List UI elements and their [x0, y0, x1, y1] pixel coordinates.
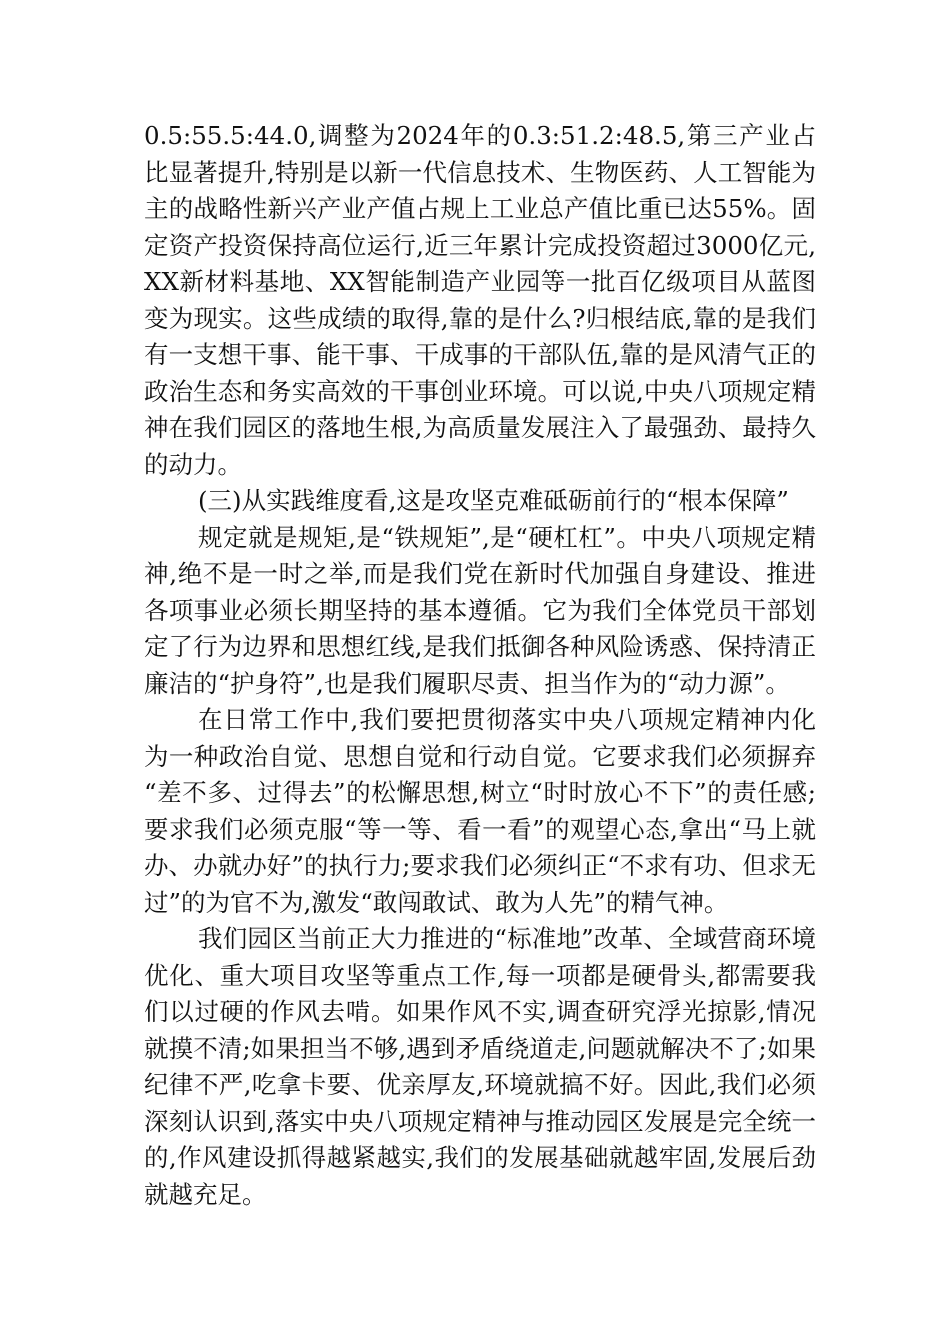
body-paragraph-daily-work: 在日常工作中,我们要把贯彻落实中央八项规定精神内化为一种政治自觉、思想自觉和行动自觉。它要求我们必须摒弃“差不多、过得去”的松懈思想,树立“时时放心不下”的责任感;要求我们必须克服“等一等、看一看”的观望心态,拿出“马上就办、办就办好”的执行力;要求我们必须纠正“不求有功、但求无过”的为官不为,激发“敢闯敢试、敢为人先”的精气神。	[144, 705, 816, 917]
body-paragraph-continued: 0.5:55.5:44.0,调整为2024年的0.3:51.2:48.5,第三产业占比显著提升,特别是以新一代信息技术、生物医药、人工智能为主的战略性新兴产业产值占规上工业总产值比重已达55%。固定资产投资保持高位运行,近三年累计完成投资超过3000亿元,XX新材料基地、XX智能制造产业园等一批百亿级项目从蓝图变为现实。这些成绩的取得,靠的是什么?归根结底,靠的是我们有一支想干事、能干事、干成事的干部队伍,靠的是风清气正的政治生态和务实高效的干事创业环境。可以说,中央八项规定精神在我们园区的落地生根,为高质量发展注入了最强劲、最持久的动力。	[144, 121, 816, 479]
section-heading-practice-dimension: (三)从实践维度看,这是攻坚克难砥砺前行的“根本保障”	[198, 486, 789, 515]
body-paragraph-rules: 规定就是规矩,是“铁规矩”,是“硬杠杠”。中央八项规定精神,绝不是一时之举,而是我们党在新时代加强自身建设、推进各项事业必须长期坚持的基本遵循。它为我们全体党员干部划定了行为边界和思想红线,是我们抵御各种风险诱惑、保持清正廉洁的“护身符”,也是我们履职尽责、担当作为的“动力源”。	[144, 522, 816, 698]
document-body	[144, 118, 816, 1213]
body-paragraph-park-work: 我们园区当前正大力推进的“标准地”改革、全域营商环境优化、重大项目攻坚等重点工作,每一项都是硬骨头,都需要我们以过硬的作风去啃。如果作风不实,调查研究浮光掠影,情况就摸不清;如果担当不够,遇到矛盾绕道走,问题就解决不了;如果纪律不严,吃拿卡要、优亲厚友,环境就搞不好。因此,我们必须深刻认识到,落实中央八项规定精神与推动园区发展是完全统一的,作风建设抓得越紧越实,我们的发展基础就越牢固,发展后劲就越充足。	[144, 924, 816, 1209]
